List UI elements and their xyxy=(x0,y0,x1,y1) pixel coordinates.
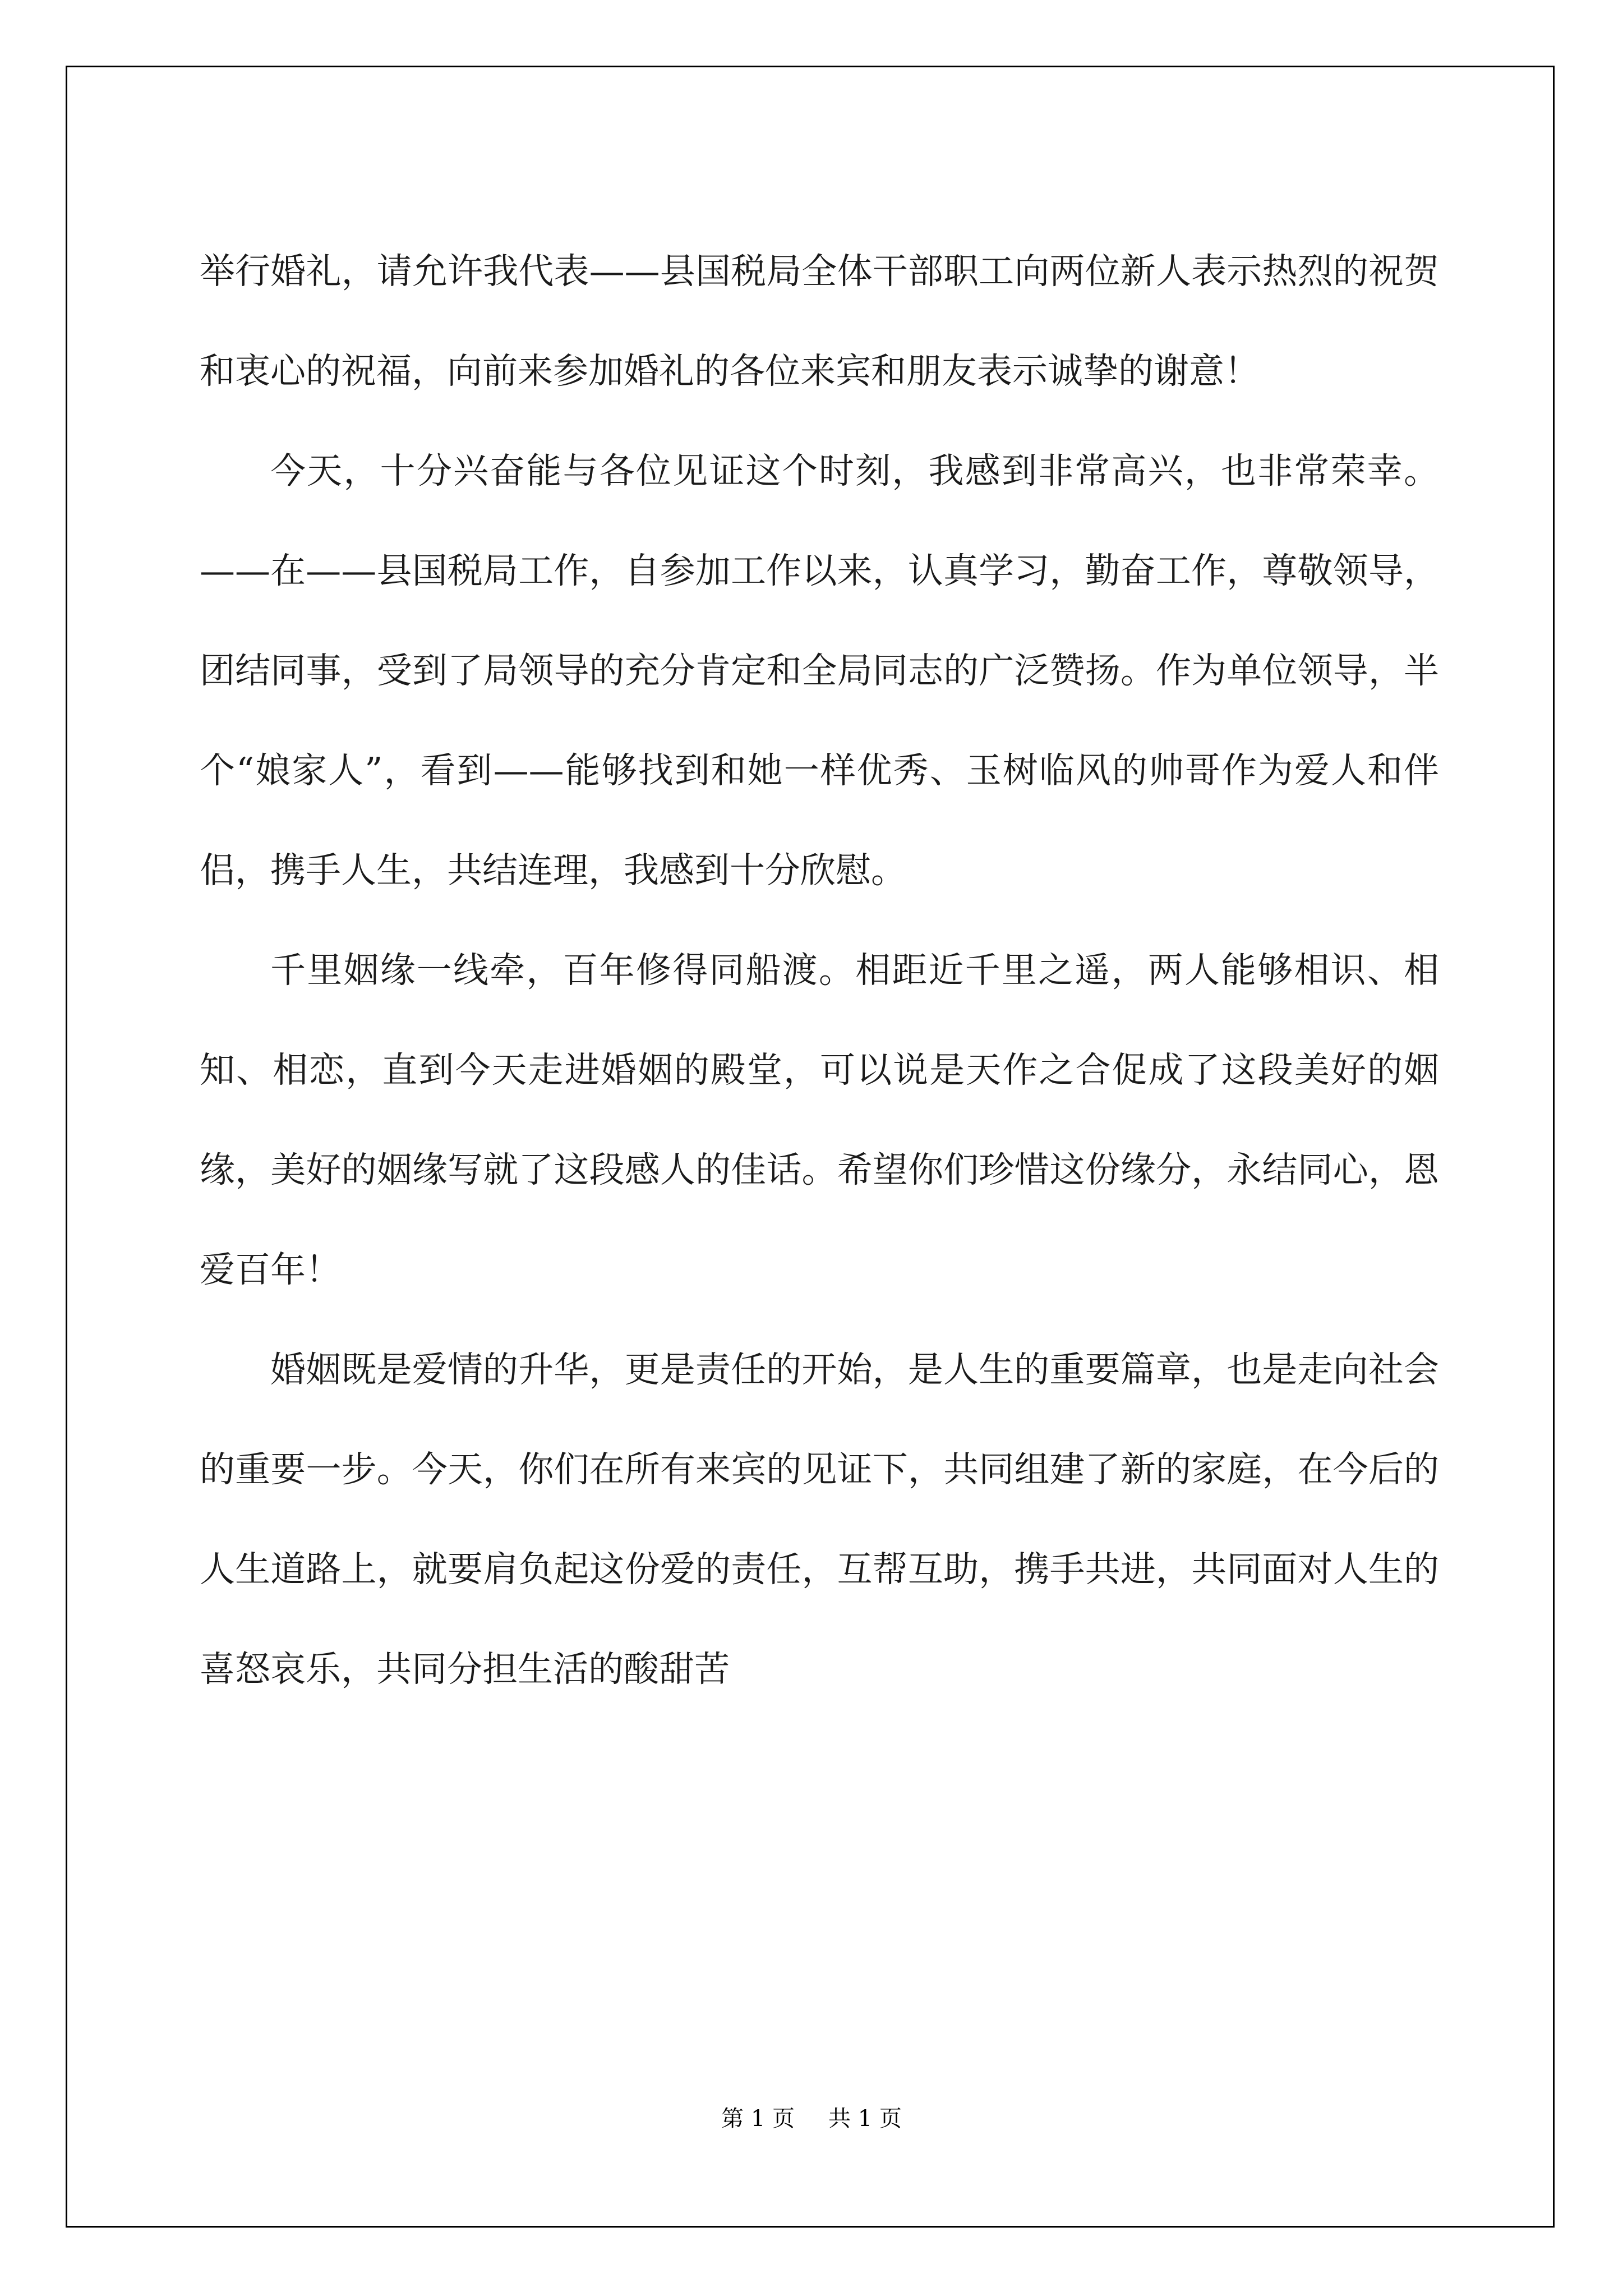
paragraph-4: 婚姻既是爱情的升华，更是责任的开始，是人生的重要篇章，也是走向社会的重要一步。今天，你们在所有来宾的见证下，共同组建了新的家庭，在今后的人生道路上，就要肩负起这份爱的责任，互帮互助，携手共进，共同面对人生的喜怒哀乐，共同分担生活的酸甜苦 xyxy=(200,1349,1439,1690)
paragraph-1: 举行婚礼，请允许我代表——县国税局全体干部职工向两位新人表示热烈的祝贺和衷心的祝福，向前来参加婚礼的各位来宾和朋友表示诚挚的谢意！ xyxy=(200,251,1439,392)
paragraph-2: 今天，十分兴奋能与各位见证这个时刻，我感到非常高兴，也非常荣幸。——在——县国税局工作，自参加工作以来，认真学习，勤奋工作，尊敬领导，团结同事，受到了局领导的充分肯定和全局同志的广泛赞扬。作为单位领导，半个“娘家人”，看到——能够找到和她一样优秀、玉树临风的帅哥作为爱人和伴侣，携手人生，共结连理，我感到十分欣慰。 xyxy=(200,450,1439,891)
page-number-label: 第 1 页 xyxy=(721,2106,795,2132)
document-body xyxy=(200,222,1439,1719)
page-total-label: 共 1 页 xyxy=(828,2106,902,2132)
paragraph-3: 千里姻缘一线牵，百年修得同船渡。相距近千里之遥，两人能够相识、相知、相恋，直到今天走进婚姻的殿堂，可以说是天作之合促成了这段美好的姻缘，美好的姻缘写就了这段感人的佳话。希望你们珍惜这份缘分，永结同心，恩爱百年！ xyxy=(200,950,1439,1290)
page-footer xyxy=(0,2101,1623,2133)
